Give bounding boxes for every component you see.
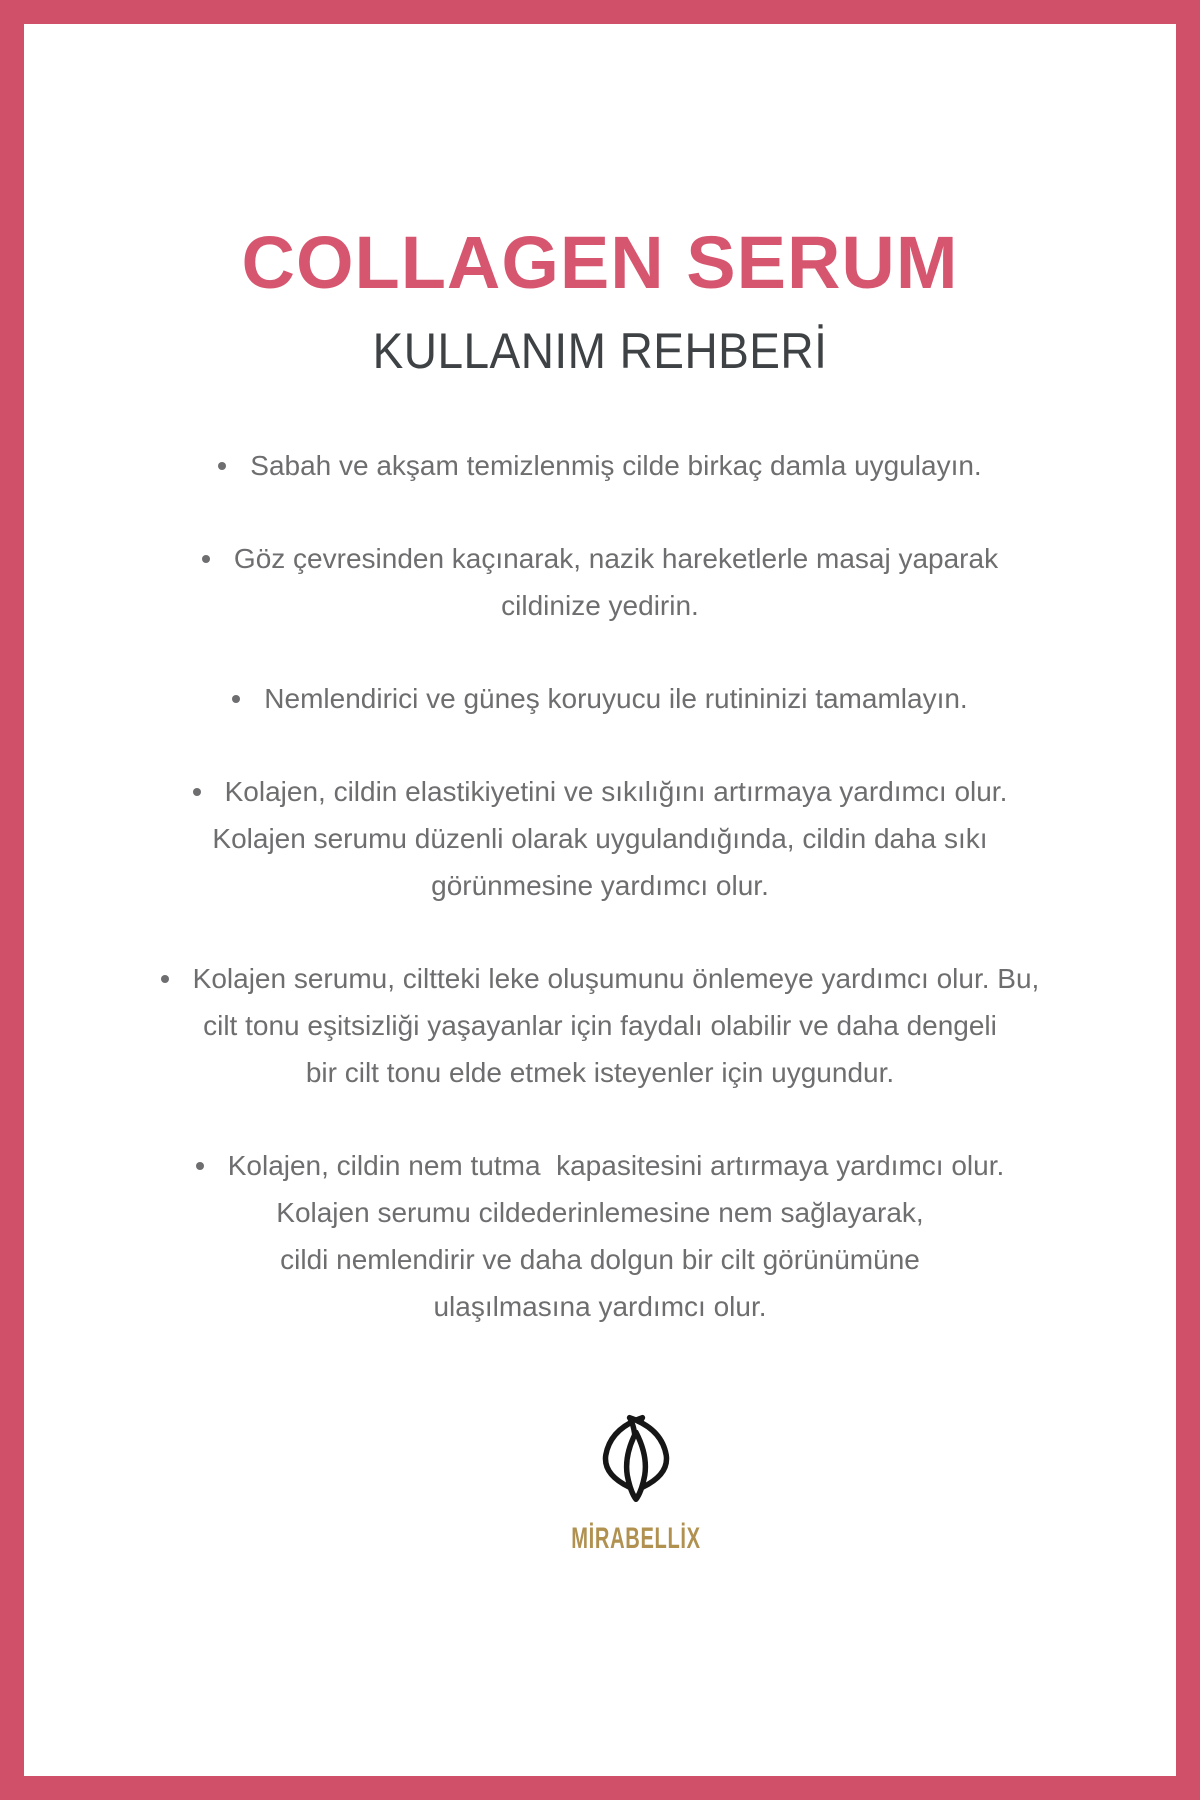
- list-item: [80, 955, 1120, 1096]
- bullet-icon: [218, 462, 226, 470]
- bullet-icon: [232, 695, 240, 703]
- bullet-icon: [161, 975, 169, 983]
- instruction-text: Nemlendirici ve güneş koruyucu ile rutininizi tamamlayın.: [264, 683, 968, 714]
- brand-name: MİRABELLİX: [571, 1522, 701, 1555]
- instruction-text: Kolajen serumu cildederinlemesine nem sağlayarak,: [276, 1197, 924, 1228]
- instruction-text: Kolajen, cildin nem tutma kapasitesini artırmaya yardımcı olur.: [227, 1150, 1005, 1181]
- instruction-text: Kolajen serumu, ciltteki leke oluşumunu önlemeye yardımcı olur. Bu,: [192, 963, 1040, 994]
- instruction-text: Göz çevresinden kaçınarak, nazik hareketlerle masaj yaparak: [233, 543, 999, 574]
- usage-instructions-list: [80, 442, 1120, 1330]
- instruction-text: Kolajen, cildin elastikiyetini ve sıkılığını artırmaya yardımcı olur.: [224, 776, 1008, 807]
- instruction-text: görünmesine yardımcı olur.: [431, 870, 769, 901]
- list-item: [80, 442, 1120, 489]
- instruction-text: Sabah ve akşam temizlenmiş cilde birkaç damla uygulayın.: [250, 450, 982, 481]
- bullet-icon: [193, 788, 201, 796]
- instruction-text: bir cilt tonu elde etmek isteyenler için uygundur.: [305, 1057, 895, 1088]
- instruction-text: cildi nemlendirir ve daha dolgun bir cilt görünümüne: [280, 1244, 920, 1275]
- list-item: [80, 768, 1120, 909]
- guide-subtitle: KULLANIM REHBERİ: [372, 323, 828, 379]
- list-item: [80, 535, 1120, 629]
- instruction-text: ulaşılmasına yardımcı olur.: [433, 1291, 767, 1322]
- bullet-icon: [196, 1162, 204, 1170]
- list-item: [80, 1142, 1120, 1330]
- instruction-text: cilt tonu eşitsizliği yaşayanlar için faydalı olabilir ve daha dengeli: [203, 1010, 997, 1041]
- instruction-text: Kolajen serumu düzenli olarak uygulandığında, cildin daha sıkı: [212, 823, 988, 854]
- tulip-logo-icon: [590, 1414, 682, 1502]
- product-title: COLLAGEN SERUM: [241, 221, 959, 304]
- brand-logo: [60, 1414, 1200, 1557]
- instruction-text: cildinize yedirin.: [501, 590, 699, 621]
- list-item: [80, 675, 1120, 722]
- bullet-icon: [202, 555, 210, 563]
